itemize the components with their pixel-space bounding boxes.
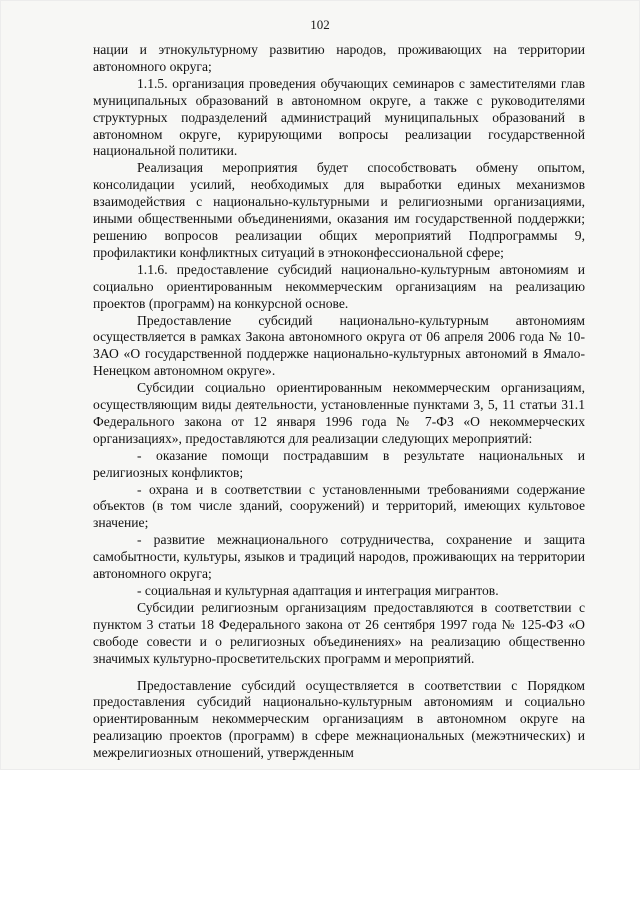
list-item-3: - развитие межнационального сотрудничества, сохранение и защита самобытности, культуры, языков и традиций народов, проживающих на территории автономного округа; <box>93 532 585 582</box>
paragraph-7: Субсидии религиозным организациям предоставляются в соответствии с пунктом 3 статьи 18 Федерального закона от 26 сентября 1997 года № 125-ФЗ «О свободе совести и о религиозных объединениях» на реализацию общественно значимых культурно-просветительских программ и мероприятий. <box>93 599 585 666</box>
paragraph-4: 1.1.6. предоставление субсидий национально-культурным автономиям и социально ориентированным некоммерческим организациям на реализацию проектов (программ) на конкурсной основе. <box>93 261 585 311</box>
document-body <box>93 42 585 762</box>
list-item-2: - охрана и в соответствии с установленными требованиями содержание объектов (в том числе зданий, сооружений) и территорий, имеющих культовое значение; <box>93 481 585 531</box>
paragraph-8: Предоставление субсидий осуществляется в соответствии с Порядком предоставления субсидий национально-культурным автономиям и социально ориентированным некоммерческим организациям в автономном округе на реализацию проектов (программ) в сфере межнациональных (межэтнических) и межрелигиозных отношений, утвержденным <box>93 677 585 761</box>
list-item-4: - социальная и культурная адаптация и интеграция мигрантов. <box>137 583 499 598</box>
paragraph-3: Реализация мероприятия будет способствовать обмену опытом, консолидации усилий, необходимых для выработки единых механизмов взаимодействия с национально-культурными и религиозными организациями, иными общественными объединениями, оказания им государственной поддержки; решению вопросов реализации общих мероприятий Подпрограммы 9, профилактики конфликтных ситуаций в этноконфессиональной сфере; <box>93 160 585 260</box>
page-number: 102 <box>310 17 330 32</box>
paragraph-6: Субсидии социально ориентированным некоммерческим организациям, осуществляющим виды деятельности, установленные пунктами 3, 5, 11 статьи 31.1 Федерального закона от 12 января 1996 года № 7-ФЗ «О некоммерческих организациях», предоставляются для реализации следующих мероприятий: <box>93 380 585 446</box>
paragraph-5: Предоставление субсидий национально-культурным автономиям осуществляется в рамках Закона автономного округа от 06 апреля 2006 года № 10-ЗАО «О государственной поддержке национально-культурных автономий в Ямало-Ненецком автономном округе». <box>93 312 585 379</box>
paragraph-2: 1.1.5. организация проведения обучающих семинаров с заместителями глав муниципальных образований в автономном округе, а также с руководителями структурных подразделений администраций муниципальных образований в автономном округе, курирующими вопросы реализации государственной национальной политики. <box>93 75 585 159</box>
list-item-1: - оказание помощи пострадавшим в результате национальных и религиозных конфликтов; <box>93 447 585 480</box>
paragraph-1: нации и этнокультурному развитию народов, проживающих на территории автономного округа; <box>93 42 585 74</box>
